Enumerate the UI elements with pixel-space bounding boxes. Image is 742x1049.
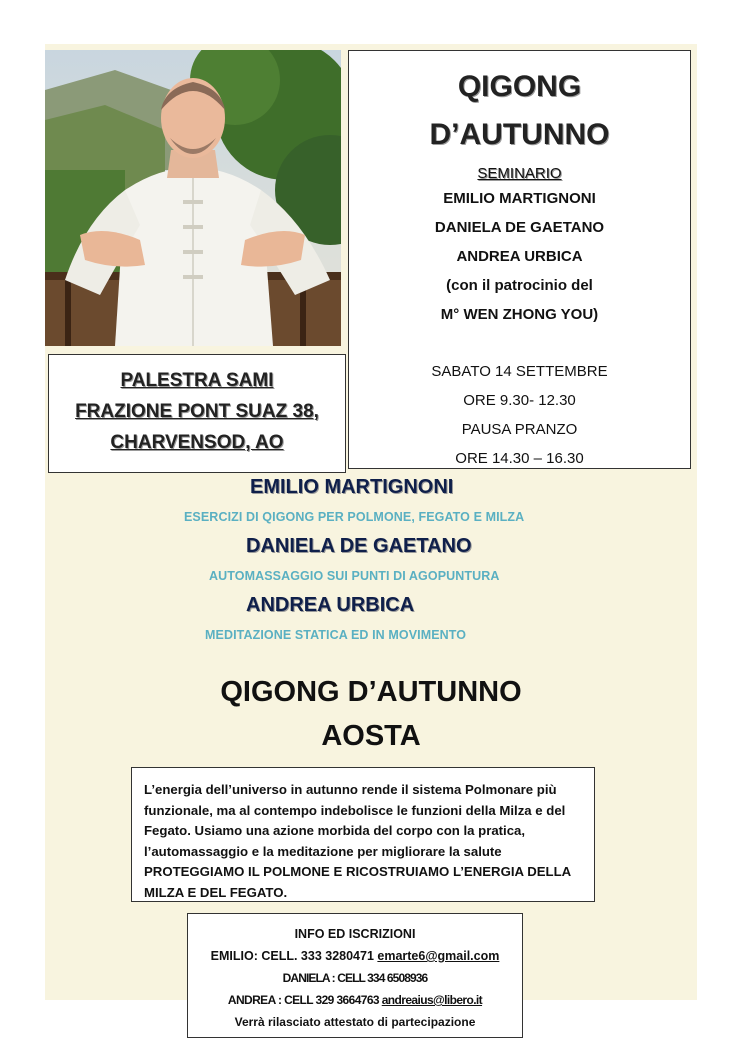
session-topic: ESERCIZI DI QIGONG PER POLMONE, FEGATO E MILZA [184,510,525,524]
venue-name: PALESTRA SAMI [120,370,274,391]
info-box [187,913,523,1038]
certificate-note: Verrà rilasciato attestato di partecipazione [234,1015,476,1029]
contact-daniela: DANIELA : CELL 334 6508936 [282,971,428,985]
contact-emilio [188,945,522,967]
session-teacher: EMILIO MARTIGNONI [250,476,454,498]
schedule-morning: ORE 9.30- 12.30 [463,392,576,409]
schedule-afternoon: ORE 14.30 – 16.30 [455,450,584,467]
patronage-line-1: (con il patrocinio del [446,277,593,294]
teacher-name: ANDREA URBICA [456,248,583,265]
contact-emilio-phone: EMILIO: CELL. 333 3280471 [210,949,378,963]
session-teacher: DANIELA DE GAETANO [246,535,472,557]
description-text: L’energia dell’universo in autunno rende il sistema Polmonare più funzionale, ma al contempo indebolisce le funzioni della Milza e del Fegato. Usiamo una azione morbida del corpo con la pratica, l’automassaggio e la meditazione per migliorare la salute [144,782,566,859]
session-topic: AUTOMASSAGGIO SUI PUNTI DI AGOPUNTURA [209,569,500,583]
title-line-2: D’AUTUNNO [429,118,610,151]
seminar-title-box [348,50,691,469]
headline-title: QIGONG D’AUTUNNO [220,676,522,708]
instructor-photo [45,50,341,346]
session-teacher: ANDREA URBICA [246,594,415,616]
session-topic: MEDITAZIONE STATICA ED IN MOVIMENTO [205,628,467,642]
contact-andrea-email-link[interactable]: andreaius@libero.it [381,993,483,1007]
teacher-name: DANIELA DE GAETANO [434,219,605,236]
schedule-date: SABATO 14 SETTEMBRE [431,363,608,380]
venue-box [48,354,346,473]
contact-andrea-phone: ANDREA : CELL 329 3664763 [227,993,382,1007]
description-box [131,767,595,902]
title-line-1: QIGONG [457,70,582,103]
info-heading: INFO ED ISCRIZIONI [294,927,416,941]
patronage-line-2: M° WEN ZHONG YOU) [440,306,599,323]
teacher-name: EMILIO MARTIGNONI [443,190,596,207]
venue-city: CHARVENSOD, AO [110,432,284,453]
schedule-lunch: PAUSA PRANZO [461,421,578,438]
venue-address: FRAZIONE PONT SUAZ 38, [75,401,319,422]
seminar-label: SEMINARIO [477,165,562,182]
headline-location: AOSTA [321,720,421,752]
contact-andrea [188,989,522,1011]
contact-emilio-email-link[interactable]: emarte6@gmail.com [377,949,500,963]
description-callout: PROTEGGIAMO IL POLMONE E RICOSTRUIAMO L’ENERGIA DELLA MILZA E DEL FEGATO. [144,864,571,900]
